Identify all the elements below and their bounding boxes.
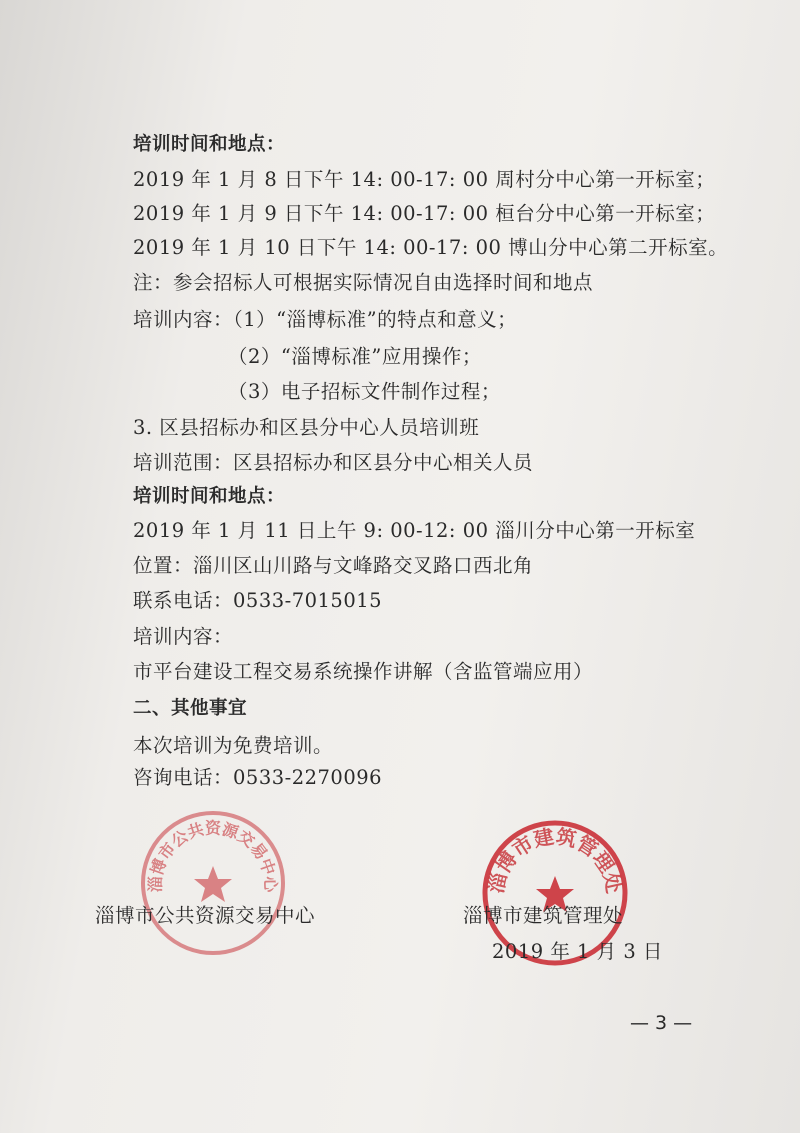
free-training-line: 本次培训为免费培训。: [133, 734, 334, 757]
schedule-line-zichuan: 2019 年 1 月 11 日上午 9: 00-12: 00 淄川分中心第一开标室: [133, 519, 696, 542]
training-content-heading: 培训内容：: [133, 625, 234, 648]
page-number: — 3 —: [630, 1012, 693, 1034]
schedule-line-zhoucun: 2019 年 1 月 8 日下午 14: 00-17: 00 周村分中心第一开标室；: [133, 168, 716, 191]
svg-text:淄博市公共资源交易中心: 淄博市公共资源交易中心: [145, 818, 281, 893]
section-other-matters-heading: 二、其他事宜: [133, 698, 248, 719]
issuer-left: 淄博市公共资源交易中心: [95, 904, 316, 927]
note-line: 注：参会招标人可根据实际情况自由选择时间和地点: [133, 271, 594, 294]
training-content-item-1: 培训内容：（1）“淄博标准”的特点和意义；: [133, 308, 518, 331]
training-content-item-2: （2）“淄博标准”应用操作；: [228, 345, 482, 368]
star-icon: [194, 866, 232, 902]
contact-phone-line: 联系电话：0533-7015015: [133, 589, 383, 612]
svg-text:淄博市建筑管理处: 淄博市建筑管理处: [483, 824, 627, 896]
left-official-seal: [138, 808, 288, 958]
schedule-line-huantai: 2019 年 1 月 9 日下午 14: 00-17: 00 桓台分中心第一开标室；: [133, 202, 716, 225]
issue-date: 2019 年 1 月 3 日: [492, 940, 663, 963]
location-line: 位置：淄川区山川路与文峰路交叉路口西北角: [133, 554, 534, 577]
section-heading-time-location-2: 培训时间和地点：: [133, 486, 286, 507]
training-content-detail: 市平台建设工程交易系统操作讲解（含监管端应用）: [133, 660, 594, 683]
issuer-right: 淄博市建筑管理处: [463, 904, 624, 927]
training-content-item-3: （3）电子招标文件制作过程；: [228, 380, 501, 403]
section-heading-time-location: 培训时间和地点：: [133, 134, 286, 155]
section-3-title: 3. 区县招标办和区县分中心人员培训班: [133, 416, 480, 439]
schedule-line-boshan: 2019 年 1 月 10 日下午 14: 00-17: 00 博山分中心第二开标室。: [133, 236, 729, 259]
consult-phone-line: 咨询电话：0533-2270096: [133, 766, 383, 789]
training-scope-line: 培训范围：区县招标办和区县分中心相关人员: [133, 451, 534, 474]
